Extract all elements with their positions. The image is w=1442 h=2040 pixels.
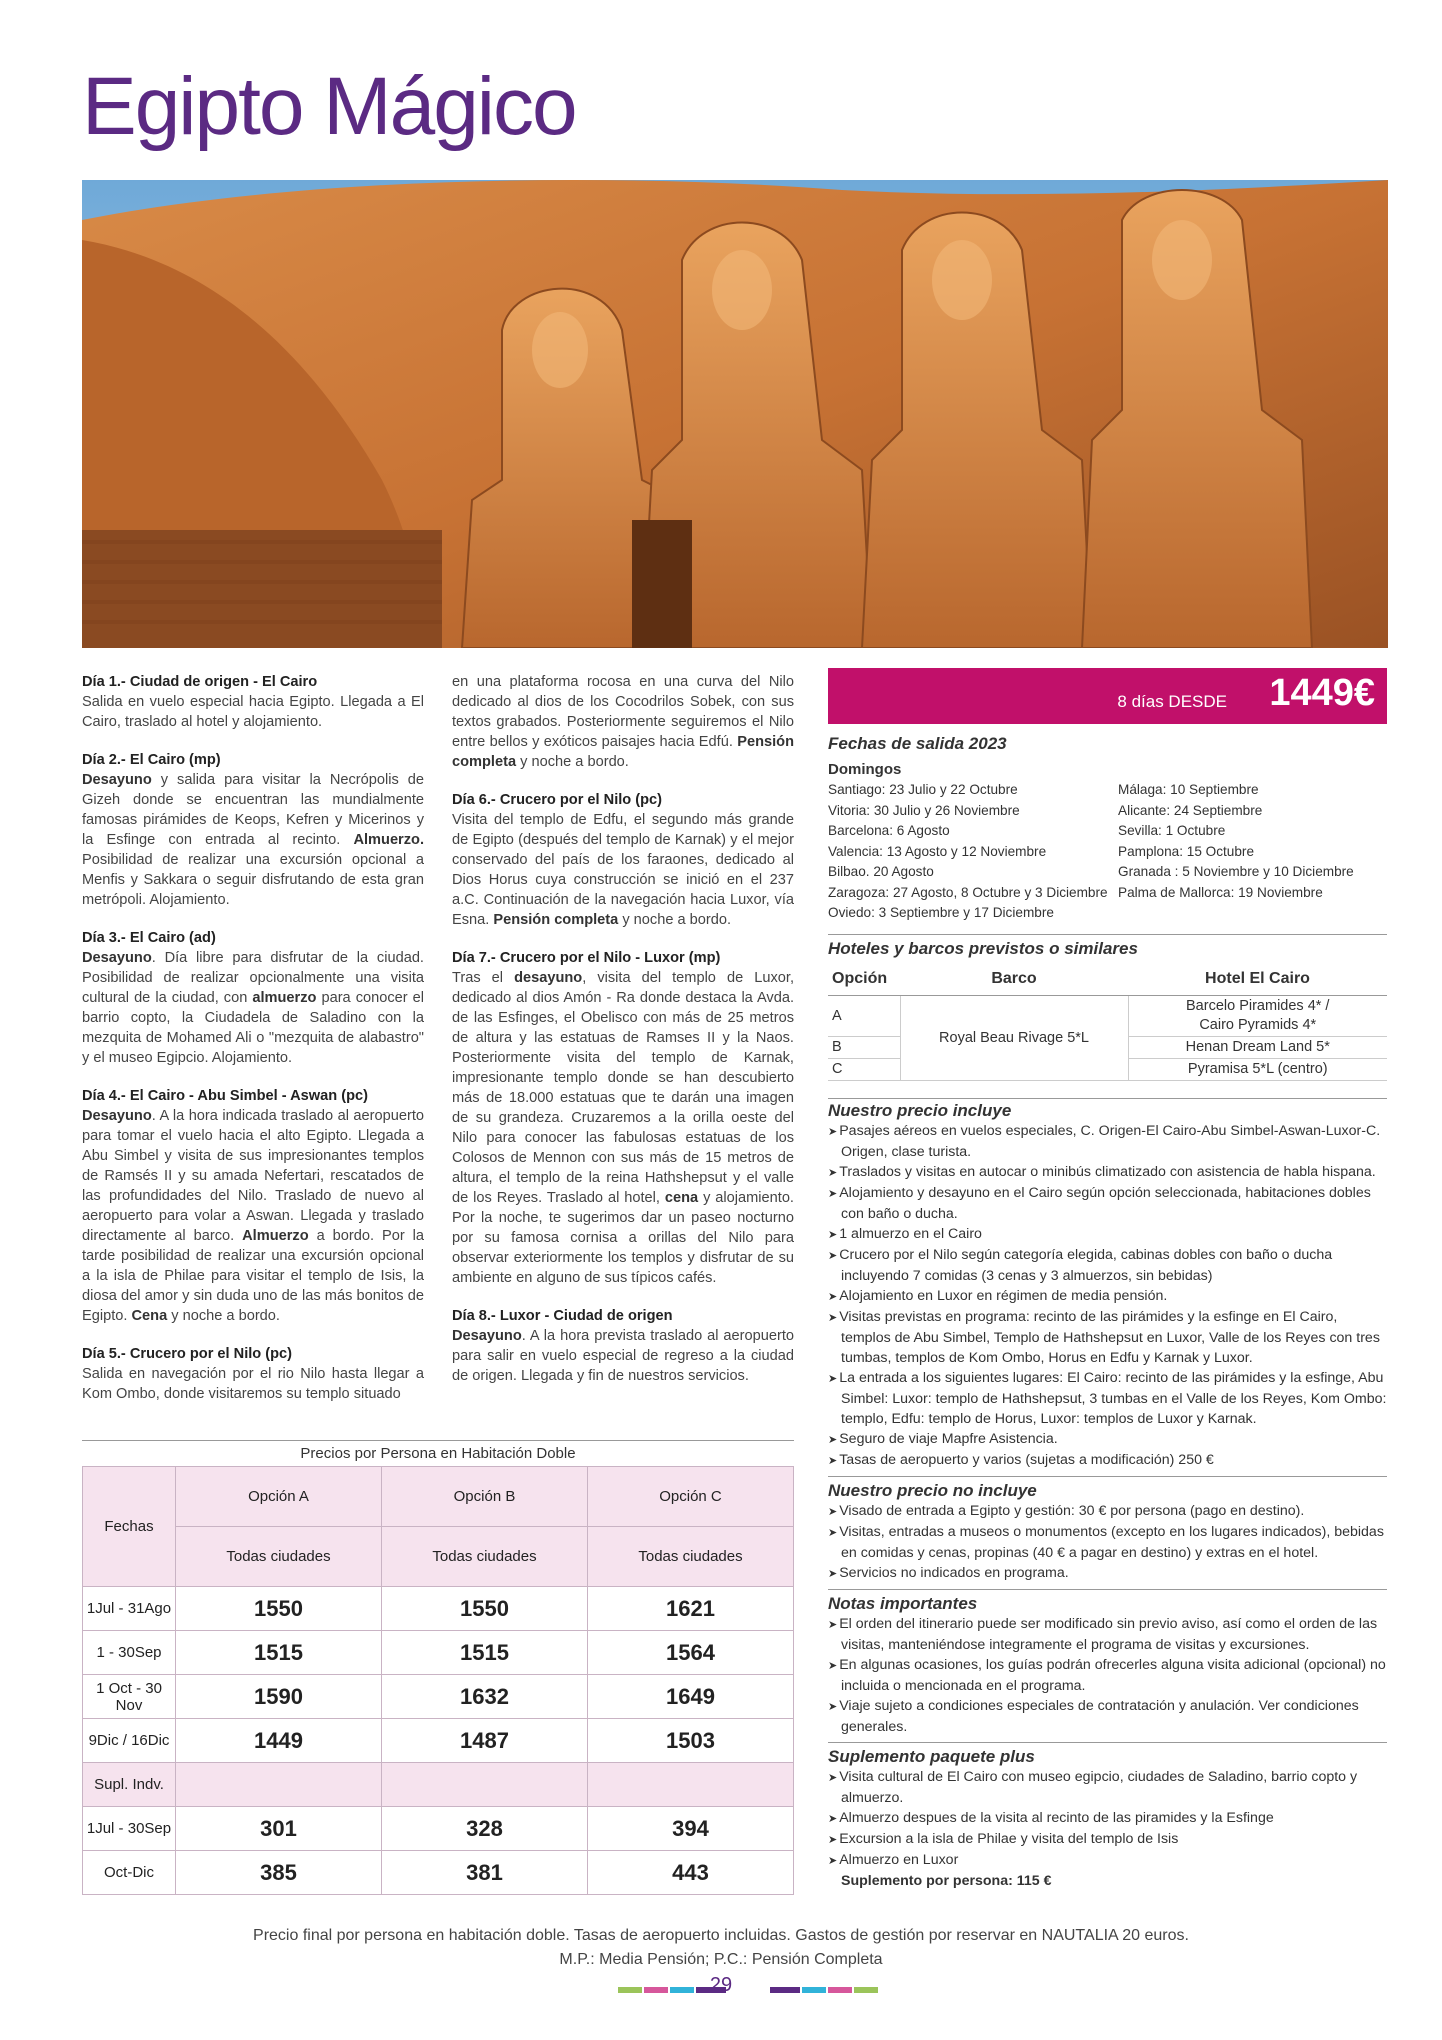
departure-item: Vitoria: 30 Julio y 26 Noviembre [828, 802, 1020, 818]
includes-item: ➤ Alojamiento en Luxor en régimen de media pensión. [828, 1286, 1387, 1307]
includes-item: ➤ Tasas de aeropuerto y varios (sujetas a modificación) 250 € [828, 1450, 1387, 1471]
includes-heading: Nuestro precio incluye [828, 1101, 1012, 1120]
price-table-row: 1 - 30Sep 1515 1515 1564 [83, 1631, 794, 1675]
day-7: Día 7.- Crucero por el Nilo - Luxor (mp) Tras el desayuno, visita del templo de Luxor, dedicado al dios Amón - Ra donde destaca la Avda. de las Esfinges, el Obelisco con más de 25 metros de altura y las estatuas de Ramses II y la Naos. Posteriormente visita del templo de Karnak, impresionante templo donde se han descubierto más de 18.000 estatuas que te darán una imagen de su grandeza. Cruzaremos a la orilla oeste del Nilo para conocer las fabulosas estatuas de los Colosos de Mennon con sus más de 15 metros de altura, el templo de la reina Hathshepsut y el valle de los Reyes. Traslado al hotel, cena y alojamiento. Por la noche, te sugerimos dar un paseo nocturno por su famosa cornisa a orillas del Nilo para observar exteriormente los templos y disfrutar de su ambiente en alguno de sus típicos cafés. [452, 950, 794, 1286]
includes-section [828, 1098, 1387, 1891]
departure-item: Oviedo: 3 Septiembre y 17 Diciembre [828, 905, 1054, 920]
decorative-stripe [854, 1987, 878, 1993]
departure-item: Palma de Mallorca: 19 Noviembre [1118, 884, 1323, 900]
excludes-item: ➤ Visitas, entradas a museos o monumentos (excepto en los lugares indicados), bebidas en comidas y cenas, propinas (40 € a pagar en destino) y extras en el hotel. [828, 1522, 1387, 1563]
price-banner [828, 668, 1387, 724]
divider [828, 1589, 1387, 1590]
itinerary-column-2 [452, 672, 794, 1404]
price-table-header-row [83, 1467, 794, 1527]
hotels-row: B Henan Dream Land 5* [828, 1037, 1387, 1059]
price-table-caption: Precios por Persona en Habitación Doble [82, 1440, 794, 1462]
includes-item: ➤ Alojamiento y desayuno en el Cairo según opción seleccionada, habitaciones dobles con baño o ducha. [828, 1183, 1387, 1224]
hotels-table [828, 963, 1387, 1081]
price-table-option-b: Opción B [382, 1467, 588, 1527]
decorative-stripe [802, 1987, 826, 1993]
plus-item: ➤ Almuerzo despues de la visita al recinto de las piramides y la Esfinge [828, 1808, 1387, 1829]
itinerary-column-1 [82, 672, 424, 1422]
excludes-item: ➤ Servicios no indicados en programa. [828, 1563, 1387, 1584]
price-banner-amount: 1449€ [1269, 672, 1375, 714]
includes-item: ➤ Visitas previstas en programa: recinto de las pirámides y la esfinge en El Cairo, templos de Abu Simbel, Templo de Hathshepsut en Luxor, Valle de los Reyes con tres tumbas, templos de Kom Ombo, Horus en Edfu y Karnak y Luxor. [828, 1307, 1387, 1368]
excludes-heading: Nuestro precio no incluye [828, 1481, 1037, 1500]
departures-list [828, 780, 1387, 924]
footer-abbreviations: M.P.: Media Pensión; P.C.: Pensión Completa [559, 1951, 883, 1968]
price-table-option-c: Opción C [588, 1467, 794, 1527]
departure-item: Barcelona: 6 Agosto [828, 823, 950, 838]
departure-item: Sevilla: 1 Octubre [1118, 823, 1226, 838]
price-banner-label: 8 días DESDE [1117, 692, 1227, 711]
hotels-heading: Hoteles y barcos previstos o similares [828, 939, 1138, 958]
price-table-subheader-row: Todas ciudades Todas ciudades Todas ciudades [83, 1527, 794, 1587]
hotels-header-row: Opción Barco Hotel El Cairo [828, 963, 1387, 996]
departure-item: Valencia: 13 Agosto y 12 Noviembre [828, 843, 1047, 859]
decorative-stripe [770, 1987, 800, 1993]
price-table-option-a: Opción A [176, 1467, 382, 1527]
hero-photo-abu-simbel [82, 180, 1388, 648]
day-5: Día 5.- Crucero por el Nilo (pc) Salida en navegación por el rio Nilo hasta llegar a Kom Ombo, donde visitaremos su templo situado [82, 1346, 424, 1402]
day-4: Día 4.- El Cairo - Abu Simbel - Aswan (pc) Desayuno. A la hora indicada traslado al aeropuerto para tomar el vuelo hacia el alto Egipto. Llegada a Abu Simbel y visita de sus impresionantes templos de Ramsés II y su amada Nefertari, rescatados de las profundidades del Nilo. Traslado de nuevo al aeropuerto para volar a Aswan. Llegada y traslado directamente al barco. Almuerzo a bordo. Por la tarde posibilidad de realizar una excursión opcional a la isla de Philae para visitar el templo de Isis, la diosa del amor y sin duda uno de las más bonitos de Egipto. Cena y noche a bordo. [82, 1088, 424, 1324]
price-table-row: 9Dic / 16Dic 1449 1487 1503 [83, 1719, 794, 1763]
notes-heading: Notas importantes [828, 1594, 978, 1613]
price-table-supplement-header: Supl. Indv. [83, 1763, 794, 1807]
price-table-row: 1 Oct - 30 Nov 1590 1632 1649 [83, 1675, 794, 1719]
departures-subheading: Domingos [828, 761, 902, 778]
includes-item: ➤ Traslados y visitas en autocar o minibús climatizado con asistencia de habla hispana. [828, 1162, 1387, 1183]
notes-item: ➤ El orden del itinerario puede ser modificado sin previo aviso, así como el orden de las visitas, manteniéndose integramente el programa de visitas y excursiones. [828, 1614, 1387, 1655]
departures-heading: Fechas de salida 2023 [828, 734, 1007, 753]
departure-item: Málaga: 10 Septiembre [1118, 782, 1259, 797]
includes-item: ➤ 1 almuerzo en el Cairo [828, 1224, 1387, 1245]
departure-item: Granada : 5 Noviembre y 10 Diciembre [1118, 864, 1354, 879]
price-table-dates-header: Fechas [83, 1467, 176, 1587]
departure-dates-section [828, 734, 1387, 924]
departures-left [828, 780, 1118, 924]
hotels-row: C Pyramisa 5*L (centro) [828, 1059, 1387, 1081]
includes-item: ➤ Seguro de viaje Mapfre Asistencia. [828, 1429, 1387, 1450]
includes-item: ➤ La entrada a los siguientes lugares: El Cairo: recinto de las pirámides y la esfinge, Abu Simbel: Luxor: templo de Hathshepsut, 3 tumbas en el Valle de los Reyes, Kom Ombo: templo, Edfu: templo de Horus, Luxor: templos de Luxor y Karnak. [828, 1368, 1387, 1429]
excludes-item: ➤ Visado de entrada a Egipto y gestión: 30 € por persona (pago en destino). [828, 1501, 1387, 1522]
decorative-stripe [828, 1987, 852, 1993]
notes-item: ➤ Viaje sujeto a condiciones especiales de contratación y anulación. Ver condiciones generales. [828, 1696, 1387, 1737]
page-number: 29 [709, 1974, 733, 1996]
page-title: Egipto Mágico [82, 61, 576, 152]
plus-item: ➤ Almuerzo en Luxor [828, 1850, 1387, 1871]
price-table-row: 1Jul - 31Ago 1550 1550 1621 [83, 1587, 794, 1631]
includes-item: ➤ Pasajes aéreos en vuelos especiales, C. Origen-El Cairo-Abu Simbel-Aswan-Luxor-C. Origen, clase turista. [828, 1121, 1387, 1162]
footer-note: Precio final por persona en habitación doble. Tasas de aeropuerto incluidas. Gastos de gestión por reservar en NAUTALIA 20 euros. [253, 1927, 1189, 1944]
price-table-supplement-row: Oct-Dic 385 381 443 [83, 1851, 794, 1895]
hotels-row: A Royal Beau Rivage 5*L Barcelo Piramides 4* / Cairo Pyramids 4* [828, 996, 1387, 1037]
departure-item: Pamplona: 15 Octubre [1118, 843, 1255, 859]
day-8: Día 8.- Luxor - Ciudad de origen Desayuno. A la hora prevista traslado al aeropuerto para salir en vuelo especial de regreso a la ciudad de origen. Llegada y fin de nuestros servicios. [452, 1308, 794, 1384]
departures-right [1118, 780, 1354, 924]
notes-item: ➤ En algunas ocasiones, los guías podrán ofrecerles alguna visita adicional (opcional) no incluida o mencionada en el programa. [828, 1655, 1387, 1696]
price-table-supplement-row: 1Jul - 30Sep 301 328 394 [83, 1807, 794, 1851]
plus-item: ➤ Visita cultural de El Cairo con museo egipcio, ciudades de Saladino, barrio copto y almuerzo. [828, 1767, 1387, 1808]
hotels-section [828, 934, 1387, 1081]
day-3: Día 3.- El Cairo (ad) Desayuno. Día libre para disfrutar de la ciudad. Posibilidad de realizar opcionalmente una visita cultural de la ciudad, con almuerzo para conocer el barrio copto, la Ciudadela de Saladino con la mezquita de Mohamed Ali o "mezquita de alabastro" y el museo Egipcio. Alojamiento. [82, 930, 424, 1066]
departure-item: Zaragoza: 27 Agosto, 8 Octubre y 3 Diciembre [828, 884, 1108, 900]
departure-item: Santiago: 23 Julio y 22 Octubre [828, 782, 1018, 797]
day-5-continued: en una plataforma rocosa en una curva del Nilo dedicado al dios de los Cocodrilos Sobek, con sus textos grabados. Posteriormente seguiremos el Nilo entre bellos y exóticos paisajes hacia Edfú. Pensión completa y noche a bordo. [452, 674, 794, 770]
day-2: Día 2.- El Cairo (mp) Desayuno y salida para visitar la Necrópolis de Gizeh donde se encuentran las mundialmente famosas pirámides de Keops, Kefren y Micerinos y la Esfinge con entrada al recinto. Almuerzo. Posibilidad de realizar una excursión opcional a Menfis y Sakkara o seguir disfrutando de esta gran metrópoli. Alojamiento. [82, 752, 424, 908]
departure-item: Bilbao. 20 Agosto [828, 864, 934, 879]
includes-item: ➤ Crucero por el Nilo según categoría elegida, cabinas dobles con baño o ducha incluyendo 7 comidas (3 cenas y 3 almuerzos, sin bebidas) [828, 1245, 1387, 1286]
day-6: Día 6.- Crucero por el Nilo (pc) Visita del templo de Edfu, el segundo más grande de Egipto (después del templo de Karnak) y el mejor conservado del país de los faraones, dedicado al Dios Horus cuya construcción se inició en el 237 a.C. Continuación de la navegación hacia Luxor, vía Esna. Pensión completa y noche a bordo. [452, 792, 794, 928]
price-table [82, 1466, 794, 1895]
divider [828, 1742, 1387, 1743]
plus-supplement: Suplemento por persona: 115 € [841, 1873, 1052, 1889]
boat-name: Royal Beau Rivage 5*L [900, 996, 1128, 1081]
divider [828, 1476, 1387, 1477]
day-1: Día 1.- Ciudad de origen - El Cairo Salida en vuelo especial hacia Egipto. Llegada a El Cairo, traslado al hotel y alojamiento. [82, 674, 424, 730]
departure-item: Alicante: 24 Septiembre [1118, 802, 1263, 818]
plus-item: ➤ Excursion a la isla de Philae y visita del templo de Isis [828, 1829, 1387, 1850]
plus-heading: Suplemento paquete plus [828, 1747, 1035, 1766]
